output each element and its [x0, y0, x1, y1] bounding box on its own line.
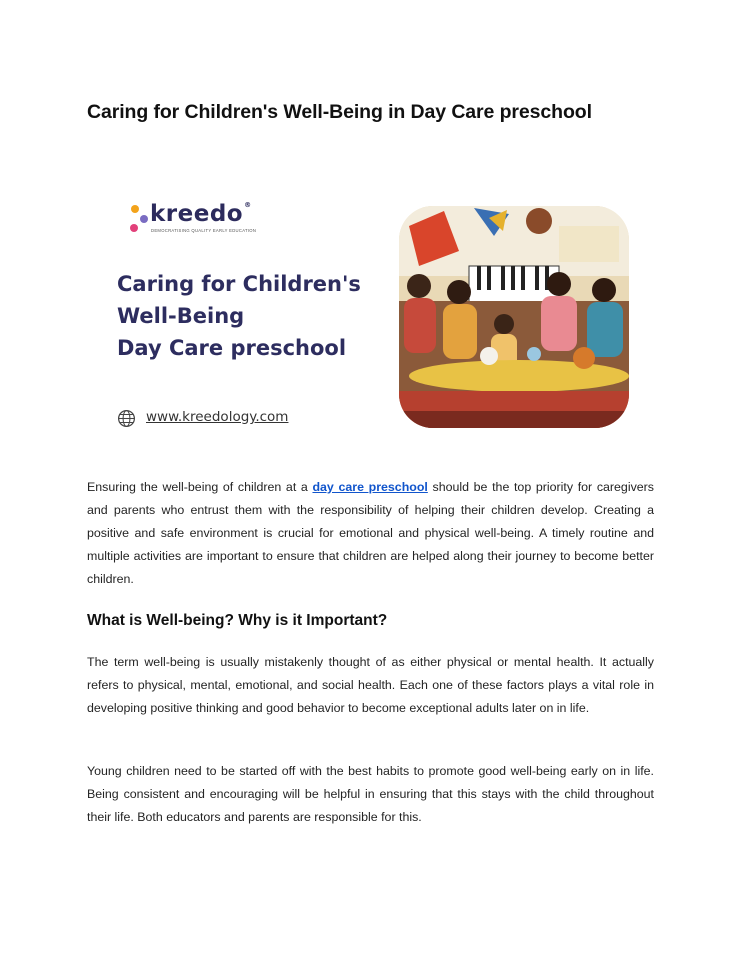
body-paragraph: Young children need to be started off with the best habits to promote good well-being early on in life. Being consistent and encouraging will be helpful in ensuring that this stays with the child throughout their life. Both educators and parents are responsible for this.: [87, 764, 654, 824]
page-title: Caring for Children's Well-Being in Day Care preschool: [87, 101, 592, 123]
banner-heading-line: Well-Being: [117, 304, 245, 328]
classroom-photo: [399, 206, 629, 428]
body-paragraph: The term well-being is usually mistakenly thought of as either physical or mental health. It actually refers to physical, mental, emotional, and social health. Each one of these factors plays a vital role in developing positive thinking and good behavior to become exceptional adults later on in life.: [87, 655, 654, 715]
banner-heading-line: Caring for Children's: [117, 272, 361, 296]
logo-wordmark: kreedo®: [150, 201, 252, 227]
intro-paragraph: Ensuring the well-being of children at a day care preschool should be the top priority for caregivers and parents who entrust them with the responsibility of helping their children develop. Creating a positive and safe environment is crucial for emotional and physical well-being. A timely routine and multiple activities are important to ensure that children are helped along their journey to become better children.: [87, 480, 654, 586]
banner-heading-line: Day Care preschool: [117, 336, 347, 360]
globe-icon: [117, 409, 136, 428]
banner-image: [102, 190, 642, 435]
logo-dots-icon: [128, 205, 150, 235]
kreedo-logo: [128, 201, 257, 237]
website-link[interactable]: www.kreedology.com: [146, 409, 289, 425]
section-heading: What is Well-being? Why is it Important?: [87, 612, 388, 629]
day-care-preschool-link[interactable]: day care preschool: [312, 480, 428, 494]
logo-tagline: DEMOCRATISING QUALITY EARLY EDUCATION: [151, 228, 257, 233]
banner-heading: [117, 268, 361, 364]
